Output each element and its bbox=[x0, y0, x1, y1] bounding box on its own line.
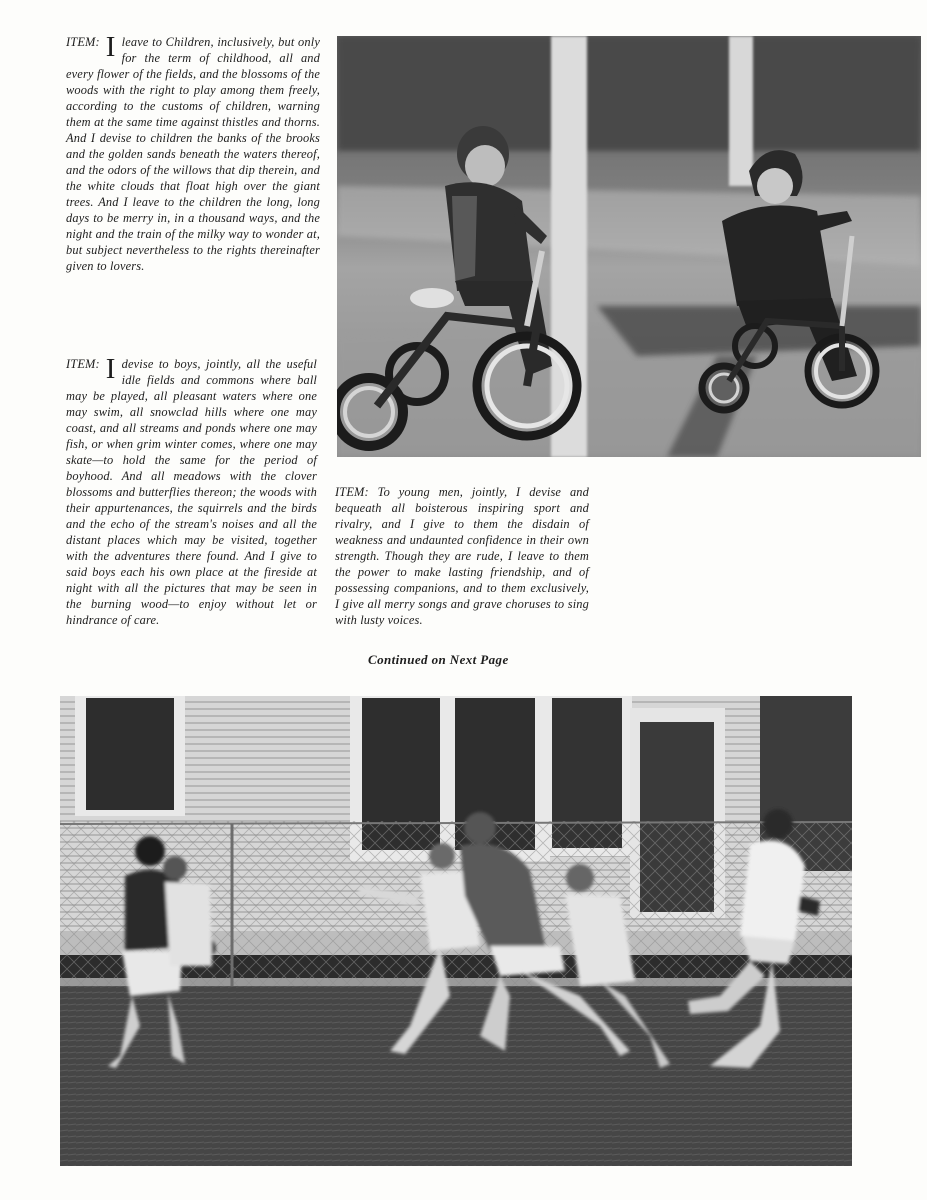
drop-cap: I bbox=[105, 353, 116, 385]
item-young-men-text: ITEM: To young men, jointly, I devise and bequeath all boisterous inspiring sport and rivalry, and I give to them the disdain of weakness and undaunted confidence in their own strength. Though they are rude, I leave to them the power to make lasting friendship, and of possessing companions, and to them exclusively, I give all merry songs and grave choruses to sing with lusty voices. bbox=[335, 485, 589, 627]
item-label: ITEM: bbox=[66, 357, 100, 371]
item-label: ITEM: bbox=[66, 35, 100, 49]
drop-cap: I bbox=[105, 31, 116, 63]
tricycle-photo-image bbox=[337, 36, 921, 457]
item-children-text: leave to Children, inclusively, but only for the term of childhood, all and every flower of the fields, and the blossoms of the woods with the right to play among them freely, according to the customs of children, warning them at the same time against thistles and thorns. And I devise to children the banks of the brooks and the golden sands beneath the waters thereof, and the odors of the willows that dip therein, and the white clouds that float high over the giant trees. And I leave to the children the long, long days to be merry in, in a thousand ways, and the night and the train of the milky way to wonder at, but subject nevertheless to the rights thereinafter given to lovers. bbox=[66, 35, 320, 273]
tricycle-photo bbox=[337, 36, 921, 457]
item-boys-paragraph bbox=[66, 353, 317, 628]
football-photo bbox=[60, 696, 852, 1166]
continued-on-next-page: Continued on Next Page bbox=[368, 652, 509, 667]
item-boys-text: devise to boys, jointly, all the useful idle fields and commons where ball may be played, all pleasant waters where one may swim, all snowclad hills where one may coast, and all streams and ponds where one may fish, or when grim winter comes, where one may skate—to hold the same for the period of boyhood. And all meadows with the clover blossoms and butterflies thereon; the woods with their appurtenances, the squirrels and the birds and the echo of the stream's noises and all the distant places which may be visited, together with the adventures there found. And I give to said boys each his own place at the fireside at night with all the pictures that may be seen in the burning wood—to enjoy without let or hindrance of care. bbox=[66, 357, 317, 627]
item-children-paragraph bbox=[66, 31, 320, 274]
football-photo-image bbox=[60, 696, 852, 1166]
item-young-men-paragraph bbox=[335, 484, 589, 628]
